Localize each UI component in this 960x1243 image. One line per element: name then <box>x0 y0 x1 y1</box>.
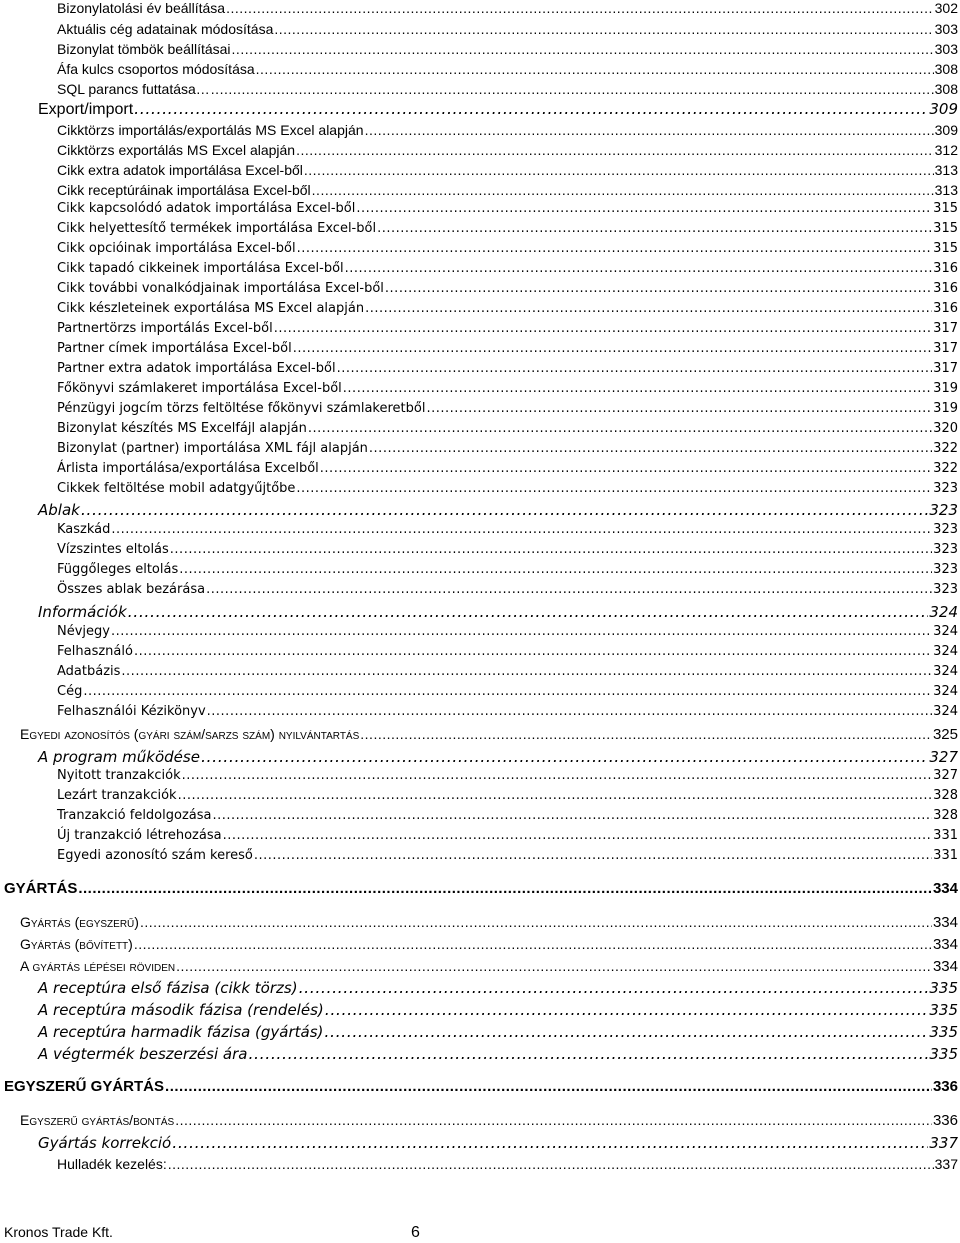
toc-entry[interactable]: Egyedi azonosító szám kereső ..... 331 <box>57 849 958 864</box>
footer-company: Kronos Trade Kft. <box>4 1224 113 1240</box>
toc-entry-chapter[interactable]: Gyártás (bővített) ..... 334 <box>20 936 958 953</box>
toc-entry[interactable]: Árlista importálása/exportálása Excelből ..... 322 <box>57 462 958 477</box>
toc-entry[interactable]: Bizonylatolási év beállítása ..... 302 <box>57 0 958 16</box>
toc-entry[interactable]: Cikk tapadó cikkeinek importálása Excel-ből ..... 316 <box>57 262 958 277</box>
toc-entry[interactable]: Függőleges eltolás ..... 323 <box>57 563 958 578</box>
toc-entry-part[interactable]: EGYSZERŰ GYÁRTÁS ..... 336 <box>4 1078 958 1095</box>
toc-entry-chapter[interactable]: Egyedi azonosítós (gyári szám/sarzs szám) nyilvántartás ..... 325 <box>20 726 958 743</box>
toc-entry[interactable]: Pénzügyi jogcím törzs feltöltése főkönyvi számlakeretből ..... 319 <box>57 402 958 417</box>
toc-entry[interactable]: Cikk helyettesítő termékek importálása Excel-ből ..... 315 <box>57 222 958 237</box>
toc-entry[interactable]: Bizonylat készítés MS Excelfájl alapján ..... 320 <box>57 422 958 437</box>
toc-entry-section[interactable]: A végtermék beszerzési ára ..... 335 <box>38 1045 958 1063</box>
toc-entry[interactable]: Cikk opcióinak importálása Excel-ből ..... 315 <box>57 242 958 257</box>
toc-entry-section[interactable]: Információk ..... 324 <box>38 603 958 621</box>
toc-entry-section[interactable]: A receptúra második fázisa (rendelés) ..... 335 <box>38 1001 958 1019</box>
toc-entry[interactable]: Áfa kulcs csoportos módosítása ..... 308 <box>57 61 958 77</box>
footer-page-number: 6 <box>411 1224 420 1241</box>
toc-entry[interactable]: Partner címek importálása Excel-ből ..... 317 <box>57 342 958 357</box>
toc-entry[interactable]: Tranzakció feldolgozása ..... 328 <box>57 809 958 824</box>
toc-entry-chapter[interactable]: Gyártás (egyszerű) ..... 334 <box>20 914 958 931</box>
toc-entry[interactable]: Cikk további vonalkódjainak importálása Excel-ből ..... 316 <box>57 282 958 297</box>
toc-entry[interactable]: Partnertörzs importálás Excel-ből ..... 317 <box>57 322 958 337</box>
toc-entry[interactable]: SQL parancs futtatása… ..... 308 <box>57 81 958 97</box>
toc-entry[interactable]: Cikk extra adatok importálása Excel-ből ..... 313 <box>57 162 958 178</box>
toc-entry[interactable]: Cikk készleteinek exportálása MS Excel alapján ..... 316 <box>57 302 958 317</box>
toc-entry[interactable]: Cég ..... 324 <box>57 685 958 700</box>
toc-entry[interactable]: Felhasználói Kézikönyv ..... 324 <box>57 705 958 720</box>
toc-entry[interactable]: Kaszkád ..... 323 <box>57 523 958 538</box>
toc-entry-section[interactable]: Export/import ..... 309 <box>38 100 958 119</box>
toc-entry[interactable]: Új tranzakció létrehozása ..... 331 <box>57 829 958 844</box>
toc-entry-section[interactable]: A receptúra első fázisa (cikk törzs) ..... 335 <box>38 979 958 997</box>
toc-entry[interactable]: Felhasználó ..... 324 <box>57 645 958 660</box>
toc-entry-section[interactable]: Ablak ..... 323 <box>38 501 958 519</box>
toc-entry-chapter[interactable]: Egyszerű gyártás/bontás ..... 336 <box>20 1112 958 1129</box>
toc-entry[interactable]: Cikktörzs exportálás MS Excel alapján ..... 312 <box>57 142 958 158</box>
toc-entry[interactable]: Hulladék kezelés: ..... 337 <box>57 1156 958 1172</box>
toc-entry[interactable]: Cikk receptúráinak importálása Excel-ből ..... 313 <box>57 182 958 198</box>
toc-entry[interactable]: Cikk kapcsolódó adatok importálása Excel-ből ..... 315 <box>57 202 958 217</box>
toc-entry[interactable]: Partner extra adatok importálása Excel-ből ..... 317 <box>57 362 958 377</box>
toc-entry[interactable]: Vízszintes eltolás ..... 323 <box>57 543 958 558</box>
toc-entry[interactable]: Főkönyvi számlakeret importálása Excel-ből ..... 319 <box>57 382 958 397</box>
toc-entry-section[interactable]: A receptúra harmadik fázisa (gyártás) ..... 335 <box>38 1023 958 1041</box>
toc-entry-section[interactable]: A program működése ..... 327 <box>38 748 958 766</box>
toc-entry[interactable]: Cikkek feltöltése mobil adatgyűjtőbe ..... 323 <box>57 482 958 497</box>
toc-entry[interactable]: Nyitott tranzakciók ..... 327 <box>57 769 958 784</box>
toc-entry[interactable]: Lezárt tranzakciók ..... 328 <box>57 789 958 804</box>
toc-entry[interactable]: Bizonylat tömbök beállításai ..... 303 <box>57 41 958 57</box>
toc-entry-section[interactable]: Gyártás korrekció ..... 337 <box>38 1134 958 1152</box>
toc-entry[interactable]: Névjegy ..... 324 <box>57 625 958 640</box>
toc-entry[interactable]: Összes ablak bezárása ..... 323 <box>57 583 958 598</box>
toc-entry-chapter[interactable]: A gyártás lépései röviden ..... 334 <box>20 958 958 975</box>
toc-entry[interactable]: Aktuális cég adatainak módosítása ..... 303 <box>57 21 958 37</box>
toc-entry[interactable]: Bizonylat (partner) importálása XML fájl alapján ..... 322 <box>57 442 958 457</box>
toc-entry[interactable]: Adatbázis ..... 324 <box>57 665 958 680</box>
toc-entry[interactable]: Cikktörzs importálás/exportálás MS Excel alapján ..... 309 <box>57 122 958 138</box>
toc-entry-part[interactable]: GYÁRTÁS ..... 334 <box>4 880 958 897</box>
